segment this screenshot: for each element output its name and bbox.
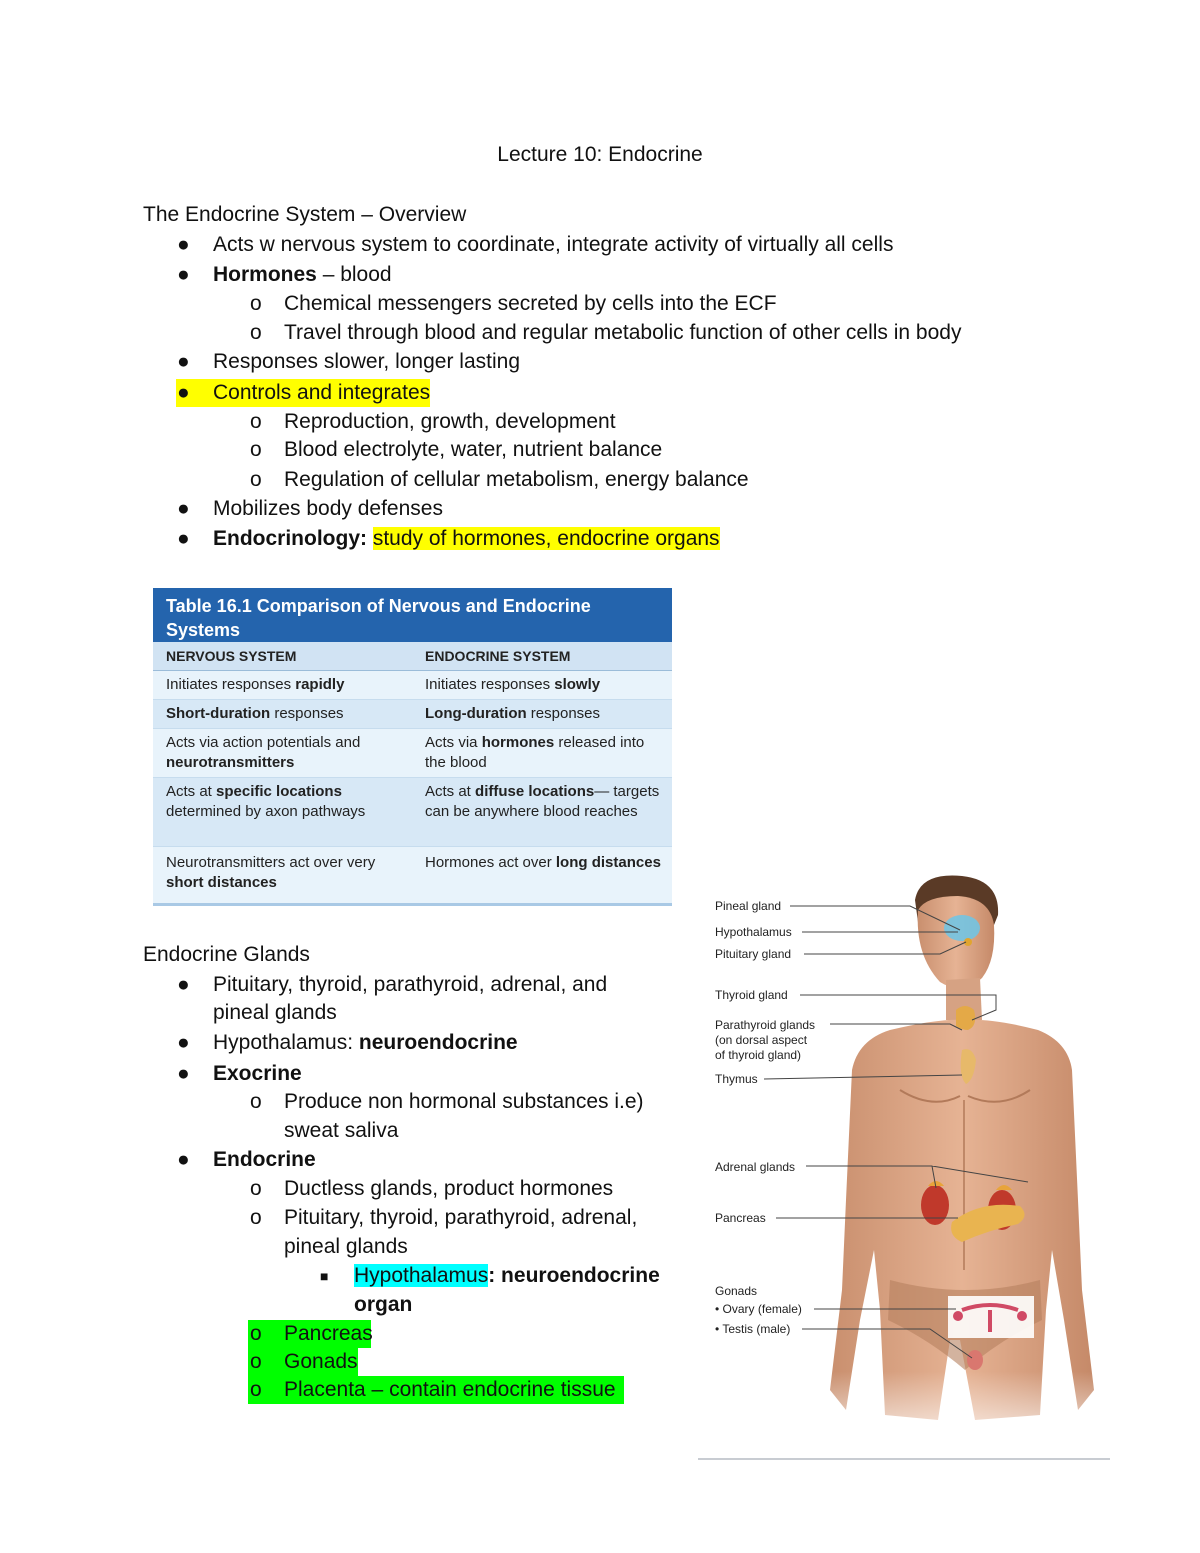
label-gonads: Gonads [715, 1284, 758, 1298]
list-item-continued: organ [354, 1293, 413, 1316]
list-item: ● Pituitary, thyroid, parathyroid, adrenal, and [177, 973, 608, 996]
list-item: ● Mobilizes body defenses [177, 497, 443, 520]
list-item-highlighted: o Placenta – contain endocrine tissue [250, 1378, 616, 1401]
list-item: ● Endocrinology: study of hormones, endocrine organs [177, 527, 720, 550]
document-title: Lecture 10: Endocrine [497, 143, 703, 166]
list-item: ● Responses slower, longer lasting [177, 350, 521, 373]
list-item: ● Endocrine [177, 1148, 316, 1171]
label-thymus: Thymus [715, 1072, 758, 1086]
table-row: Acts at specific locations determined by axon pathways Acts at diffuse locations— targets can be anywhere blood reaches [153, 778, 672, 847]
label-testis: • Testis (male) [715, 1322, 791, 1336]
list-item: ● Exocrine [177, 1062, 302, 1085]
table-row: Initiates responses rapidly Initiates responses slowly [153, 671, 672, 700]
label-pancreas: Pancreas [715, 1211, 766, 1225]
list-item: o Chemical messengers secreted by cells into the ECF [250, 292, 777, 315]
label-thyroid-gland: Thyroid gland [715, 988, 788, 1002]
label-parathyroid-glands: Parathyroid glands [715, 1018, 816, 1032]
label-parathyroid-note: of thyroid gland) [715, 1048, 802, 1062]
endocrine-organs-figure [700, 870, 1110, 1460]
table-row: Acts via action potentials and neurotransmitters Acts via hormones released into the blood [153, 729, 672, 778]
list-item-continued: pineal glands [213, 1001, 337, 1024]
label-parathyroid-note: (on dorsal aspect [715, 1033, 808, 1047]
table-title: Table 16.1 Comparison of Nervous and Endocrine Systems [153, 588, 672, 642]
list-item-highlighted: o Gonads [250, 1350, 358, 1373]
comparison-table [153, 588, 672, 906]
label-adrenal-glands: Adrenal glands [715, 1160, 796, 1174]
list-item: o Produce non hormonal substances i.e) [250, 1090, 644, 1113]
list-item: ● Hypothalamus: neuroendocrine [177, 1031, 518, 1054]
label-pineal-gland: Pineal gland [715, 899, 782, 913]
column-header-endocrine: ENDOCRINE SYSTEM [425, 648, 571, 664]
list-item-highlighted: o Pancreas [250, 1322, 373, 1345]
label-ovary: • Ovary (female) [715, 1302, 802, 1316]
list-item: ■ Hypothalamus: neuroendocrine [320, 1264, 660, 1287]
figure-divider [698, 1458, 1110, 1460]
list-item: o Regulation of cellular metabolism, energy balance [250, 468, 749, 491]
label-hypothalamus: Hypothalamus [715, 925, 792, 939]
table-row: Short-duration responses Long-duration responses [153, 700, 672, 729]
list-item-continued: sweat saliva [284, 1119, 399, 1142]
section-heading-overview: The Endocrine System – Overview [143, 203, 467, 226]
list-item: o Blood electrolyte, water, nutrient balance [250, 438, 663, 461]
list-item-highlighted: ● Controls and integrates [176, 379, 430, 407]
section-heading-glands: Endocrine Glands [143, 943, 310, 966]
list-item: o Reproduction, growth, development [250, 410, 616, 433]
table-row: Neurotransmitters act over very short distances Hormones act over long distances [166, 854, 661, 891]
list-item: ● Hormones – blood [177, 263, 392, 286]
label-pituitary-gland: Pituitary gland [715, 947, 792, 961]
column-header-nervous: NERVOUS SYSTEM [166, 648, 297, 664]
list-item: o Pituitary, thyroid, parathyroid, adrenal, [250, 1206, 638, 1229]
table-header-row [153, 642, 672, 671]
list-item: o Travel through blood and regular metabolic function of other cells in body [250, 321, 962, 344]
list-item: o Ductless glands, product hormones [250, 1177, 614, 1200]
list-item: ● Acts w nervous system to coordinate, integrate activity of virtually all cells [177, 233, 894, 256]
list-item-continued: pineal glands [284, 1235, 408, 1258]
